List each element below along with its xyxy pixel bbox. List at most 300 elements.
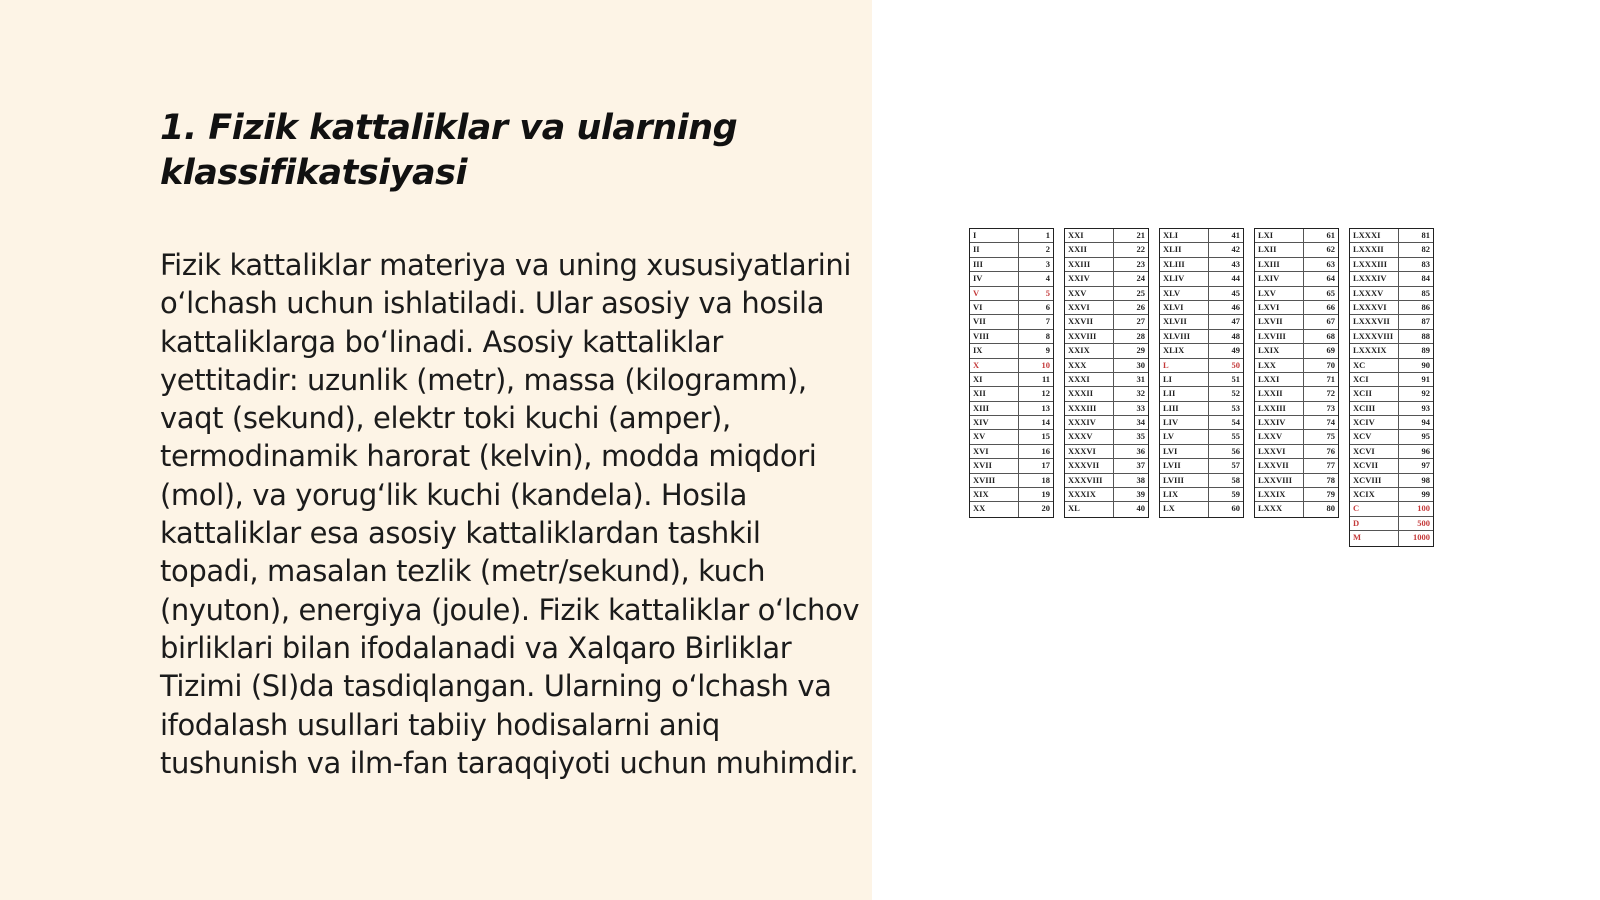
arabic-number-cell: 46 — [1231, 301, 1240, 312]
arabic-number-cell: 21 — [1136, 230, 1145, 240]
numeral-row — [970, 474, 1053, 488]
roman-numeral-cell: XXXVIII — [1065, 474, 1114, 487]
roman-numeral-cell: XXXII — [1065, 387, 1114, 400]
roman-numeral-cell: VI — [970, 301, 1019, 314]
arabic-number-cell: 97 — [1421, 460, 1430, 471]
roman-numeral-cell: XII — [970, 387, 1019, 400]
numeral-row — [1065, 402, 1148, 416]
arabic-number-cell: 19 — [1041, 489, 1050, 500]
arabic-number-cell: 33 — [1136, 402, 1145, 413]
roman-numeral-cell: XLVI — [1160, 301, 1209, 314]
roman-numeral-cell: V — [970, 287, 1019, 300]
numeral-row — [1065, 416, 1148, 430]
arabic-number-cell: 89 — [1421, 345, 1430, 356]
arabic-number-cell: 91 — [1421, 373, 1430, 384]
arabic-number-cell: 37 — [1136, 460, 1145, 471]
numeral-row — [1350, 272, 1433, 286]
numeral-row — [1160, 488, 1243, 502]
arabic-number-cell: 75 — [1326, 431, 1335, 442]
numeral-row — [1160, 459, 1243, 473]
numeral-row — [1160, 502, 1243, 516]
numeral-row — [1065, 459, 1148, 473]
roman-numeral-cell: XLIV — [1160, 272, 1209, 285]
arabic-number-cell: 63 — [1326, 258, 1335, 269]
numeral-row — [970, 301, 1053, 315]
numeral-row — [1065, 287, 1148, 301]
numeral-row — [1350, 488, 1433, 502]
numeral-row — [1065, 344, 1148, 358]
arabic-number-cell: 38 — [1136, 474, 1145, 485]
arabic-number-cell: 65 — [1326, 287, 1335, 298]
roman-numeral-cell: LXV — [1255, 287, 1304, 300]
roman-numeral-cell: XLI — [1160, 229, 1209, 242]
roman-numeral-cell: XCIV — [1350, 416, 1399, 429]
roman-numeral-cell: XV — [970, 430, 1019, 443]
numeral-row — [1255, 416, 1338, 430]
arabic-number-cell: 18 — [1041, 474, 1050, 485]
arabic-number-cell: 86 — [1421, 301, 1430, 312]
numeral-row — [1350, 474, 1433, 488]
roman-numeral-cell: LXXIV — [1255, 416, 1304, 429]
roman-numeral-cell: LXXVI — [1255, 445, 1304, 458]
roman-numeral-cell: XLV — [1160, 287, 1209, 300]
arabic-number-cell: 8 — [1045, 330, 1050, 341]
roman-numeral-cell: LXXVII — [1255, 459, 1304, 472]
arabic-number-cell: 84 — [1421, 273, 1430, 284]
roman-numeral-cell: LXIII — [1255, 258, 1304, 271]
roman-numeral-cell: XXIX — [1065, 344, 1114, 357]
arabic-number-cell: 22 — [1136, 244, 1145, 255]
numeral-row — [1065, 430, 1148, 444]
arabic-number-cell: 92 — [1421, 388, 1430, 399]
numeral-row — [1065, 258, 1148, 272]
arabic-number-cell: 100 — [1417, 503, 1430, 514]
roman-numeral-cell: XVI — [970, 445, 1019, 458]
roman-numeral-cell: LVI — [1160, 445, 1209, 458]
roman-numeral-cell: XXXI — [1065, 373, 1114, 386]
roman-numeral-cell: XXVII — [1065, 315, 1114, 328]
numeral-row — [1350, 315, 1433, 329]
roman-numeral-cell: XCV — [1350, 430, 1399, 443]
roman-numeral-cell: XXVIII — [1065, 330, 1114, 343]
roman-numeral-cell: XXXV — [1065, 430, 1114, 443]
roman-numeral-cell: LXXI — [1255, 373, 1304, 386]
roman-numeral-cell: XX — [970, 502, 1019, 516]
arabic-number-cell: 500 — [1417, 517, 1430, 528]
roman-numeral-cell: LV — [1160, 430, 1209, 443]
numeral-row — [970, 243, 1053, 257]
arabic-number-cell: 61 — [1326, 230, 1335, 240]
roman-numeral-cell: LXX — [1255, 359, 1304, 372]
numeral-row — [1255, 488, 1338, 502]
roman-numeral-cell: LXI — [1255, 229, 1304, 242]
arabic-number-cell: 96 — [1421, 445, 1430, 456]
numeral-row — [1350, 445, 1433, 459]
arabic-number-cell: 13 — [1041, 402, 1050, 413]
arabic-number-cell: 49 — [1231, 345, 1240, 356]
arabic-number-cell: 15 — [1041, 431, 1050, 442]
numeral-row — [1160, 416, 1243, 430]
arabic-number-cell: 52 — [1231, 388, 1240, 399]
roman-numeral-cell: LXXXIX — [1350, 344, 1399, 357]
roman-numeral-cell: LXXV — [1255, 430, 1304, 443]
numeral-row — [970, 359, 1053, 373]
numeral-column — [1349, 228, 1434, 547]
numeral-row — [1350, 416, 1433, 430]
arabic-number-cell: 99 — [1421, 489, 1430, 500]
arabic-number-cell: 26 — [1136, 301, 1145, 312]
numeral-row — [970, 287, 1053, 301]
arabic-number-cell: 47 — [1231, 316, 1240, 327]
roman-numeral-cell: VII — [970, 315, 1019, 328]
roman-numeral-cell: XC — [1350, 359, 1399, 372]
numeral-row — [970, 402, 1053, 416]
arabic-number-cell: 68 — [1326, 330, 1335, 341]
roman-numeral-cell: XXX — [1065, 359, 1114, 372]
roman-numeral-cell: LXXXV — [1350, 287, 1399, 300]
numeral-row — [970, 229, 1053, 243]
roman-numeral-cell: XXXVII — [1065, 459, 1114, 472]
numeral-row — [1255, 229, 1338, 243]
arabic-number-cell: 90 — [1421, 359, 1430, 370]
numeral-row — [1350, 330, 1433, 344]
roman-numeral-cell: XXXIV — [1065, 416, 1114, 429]
numeral-row — [1255, 474, 1338, 488]
numeral-column — [969, 228, 1054, 518]
roman-numeral-cell: LXXIII — [1255, 402, 1304, 415]
roman-numeral-cell: II — [970, 243, 1019, 256]
arabic-number-cell: 7 — [1045, 316, 1050, 327]
numeral-row — [1350, 287, 1433, 301]
arabic-number-cell: 44 — [1231, 273, 1240, 284]
roman-numeral-cell: LXXIX — [1255, 488, 1304, 501]
roman-numeral-cell: XXIII — [1065, 258, 1114, 271]
arabic-number-cell: 43 — [1231, 258, 1240, 269]
numeral-row — [1065, 488, 1148, 502]
arabic-number-cell: 57 — [1231, 460, 1240, 471]
roman-numeral-cell: LXXXI — [1350, 229, 1399, 242]
numeral-row — [1160, 229, 1243, 243]
arabic-number-cell: 79 — [1326, 489, 1335, 500]
numeral-row — [1255, 243, 1338, 257]
arabic-number-cell: 35 — [1136, 431, 1145, 442]
arabic-number-cell: 27 — [1136, 316, 1145, 327]
numeral-row — [1065, 359, 1148, 373]
arabic-number-cell: 23 — [1136, 258, 1145, 269]
arabic-number-cell: 40 — [1136, 503, 1145, 514]
numeral-row — [1065, 387, 1148, 401]
roman-numeral-cell: XXXIII — [1065, 402, 1114, 415]
numeral-row — [970, 373, 1053, 387]
arabic-number-cell: 42 — [1231, 244, 1240, 255]
arabic-number-cell: 4 — [1045, 273, 1050, 284]
numeral-row — [1255, 330, 1338, 344]
arabic-number-cell: 66 — [1326, 301, 1335, 312]
roman-numeral-cell: XIX — [970, 488, 1019, 501]
arabic-number-cell: 78 — [1326, 474, 1335, 485]
roman-numeral-cell: LXXII — [1255, 387, 1304, 400]
numeral-row — [1350, 344, 1433, 358]
roman-numeral-cell: III — [970, 258, 1019, 271]
numeral-row — [1160, 445, 1243, 459]
arabic-number-cell: 30 — [1136, 359, 1145, 370]
numeral-row — [1350, 531, 1433, 545]
roman-numeral-cell: LXII — [1255, 243, 1304, 256]
numeral-row — [1255, 344, 1338, 358]
roman-numeral-cell: C — [1350, 502, 1399, 515]
roman-numeral-cell: LIII — [1160, 402, 1209, 415]
roman-numeral-cell: LIX — [1160, 488, 1209, 501]
arabic-number-cell: 67 — [1326, 316, 1335, 327]
arabic-number-cell: 1000 — [1413, 532, 1430, 543]
numeral-row — [970, 488, 1053, 502]
arabic-number-cell: 69 — [1326, 345, 1335, 356]
numeral-row — [1065, 243, 1148, 257]
numeral-row — [1255, 272, 1338, 286]
arabic-number-cell: 34 — [1136, 417, 1145, 428]
roman-numeral-cell: XCII — [1350, 387, 1399, 400]
arabic-number-cell: 55 — [1231, 431, 1240, 442]
roman-numeral-cell: XLIX — [1160, 344, 1209, 357]
arabic-number-cell: 88 — [1421, 330, 1430, 341]
arabic-number-cell: 83 — [1421, 258, 1430, 269]
numeral-row — [1350, 517, 1433, 531]
roman-numeral-cell: XLVIII — [1160, 330, 1209, 343]
roman-numeral-cell: IV — [970, 272, 1019, 285]
numeral-row — [1350, 229, 1433, 243]
roman-numeral-cell: XLII — [1160, 243, 1209, 256]
numeral-row — [1160, 287, 1243, 301]
arabic-number-cell: 14 — [1041, 417, 1050, 428]
roman-numeral-cell: LVIII — [1160, 474, 1209, 487]
roman-numeral-cell: M — [1350, 531, 1399, 545]
numeral-row — [1350, 243, 1433, 257]
numeral-row — [1160, 359, 1243, 373]
roman-numeral-cell: XCVIII — [1350, 474, 1399, 487]
roman-numeral-cell: VIII — [970, 330, 1019, 343]
roman-numeral-cell: LIV — [1160, 416, 1209, 429]
arabic-number-cell: 39 — [1136, 489, 1145, 500]
arabic-number-cell: 6 — [1045, 301, 1050, 312]
arabic-number-cell: 56 — [1231, 445, 1240, 456]
numeral-row — [1255, 258, 1338, 272]
numeral-row — [1160, 301, 1243, 315]
arabic-number-cell: 76 — [1326, 445, 1335, 456]
numeral-row — [970, 330, 1053, 344]
numeral-row — [1160, 387, 1243, 401]
numeral-row — [970, 445, 1053, 459]
roman-numeral-cell: L — [1160, 359, 1209, 372]
arabic-number-cell: 59 — [1231, 489, 1240, 500]
roman-numeral-cell: LXXXIII — [1350, 258, 1399, 271]
numeral-row — [1350, 459, 1433, 473]
numeral-row — [1350, 502, 1433, 516]
numeral-row — [1255, 502, 1338, 516]
numeral-row — [1255, 373, 1338, 387]
numeral-row — [1255, 459, 1338, 473]
numeral-row — [1255, 430, 1338, 444]
arabic-number-cell: 53 — [1231, 402, 1240, 413]
numeral-row — [970, 315, 1053, 329]
arabic-number-cell: 58 — [1231, 474, 1240, 485]
roman-numeral-cell: XLIII — [1160, 258, 1209, 271]
arabic-number-cell: 36 — [1136, 445, 1145, 456]
numeral-column — [1254, 228, 1339, 518]
roman-numeral-cell: XLVII — [1160, 315, 1209, 328]
numeral-row — [1065, 229, 1148, 243]
numeral-row — [1065, 330, 1148, 344]
numeral-row — [1350, 301, 1433, 315]
roman-numeral-cell: XCVII — [1350, 459, 1399, 472]
slide-title: 1. Fizik kattaliklar va ularning klassifikatsiyasi — [160, 108, 738, 193]
roman-numeral-cell: XCIII — [1350, 402, 1399, 415]
numeral-row — [1160, 258, 1243, 272]
roman-numeral-cell: LII — [1160, 387, 1209, 400]
arabic-number-cell: 29 — [1136, 345, 1145, 356]
arabic-number-cell: 87 — [1421, 316, 1430, 327]
numeral-row — [970, 430, 1053, 444]
roman-numeral-cell: LXIV — [1255, 272, 1304, 285]
numeral-row — [1065, 373, 1148, 387]
numeral-row — [1350, 373, 1433, 387]
roman-numeral-cell: XI — [970, 373, 1019, 386]
arabic-number-cell: 82 — [1421, 244, 1430, 255]
roman-numeral-cell: XCIX — [1350, 488, 1399, 501]
arabic-number-cell: 32 — [1136, 388, 1145, 399]
roman-numeral-cell: LXVI — [1255, 301, 1304, 314]
numeral-row — [1350, 359, 1433, 373]
arabic-number-cell: 64 — [1326, 273, 1335, 284]
arabic-number-cell: 73 — [1326, 402, 1335, 413]
arabic-number-cell: 54 — [1231, 417, 1240, 428]
numeral-row — [1350, 387, 1433, 401]
arabic-number-cell: 17 — [1041, 460, 1050, 471]
numeral-row — [1255, 445, 1338, 459]
numeral-row — [970, 387, 1053, 401]
roman-numeral-cell: LI — [1160, 373, 1209, 386]
arabic-number-cell: 77 — [1326, 460, 1335, 471]
numeral-row — [1160, 474, 1243, 488]
roman-numeral-cell: LXVII — [1255, 315, 1304, 328]
numeral-row — [970, 272, 1053, 286]
roman-numeral-cell: XXIV — [1065, 272, 1114, 285]
arabic-number-cell: 25 — [1136, 287, 1145, 298]
arabic-number-cell: 3 — [1045, 258, 1050, 269]
numeral-row — [1350, 430, 1433, 444]
numeral-row — [1065, 445, 1148, 459]
numeral-row — [1160, 272, 1243, 286]
arabic-number-cell: 60 — [1231, 503, 1240, 514]
arabic-number-cell: 62 — [1326, 244, 1335, 255]
arabic-number-cell: 28 — [1136, 330, 1145, 341]
roman-numeral-cell: XXV — [1065, 287, 1114, 300]
numeral-row — [1065, 474, 1148, 488]
roman-numeral-cell: XXXVI — [1065, 445, 1114, 458]
roman-numeral-cell: XIII — [970, 402, 1019, 415]
roman-numeral-cell: LXXXVII — [1350, 315, 1399, 328]
roman-numeral-cell: XCI — [1350, 373, 1399, 386]
arabic-number-cell: 94 — [1421, 417, 1430, 428]
arabic-number-cell: 5 — [1045, 287, 1050, 298]
arabic-number-cell: 1 — [1045, 230, 1050, 240]
roman-numeral-cell: LXXXVI — [1350, 301, 1399, 314]
arabic-number-cell: 31 — [1136, 373, 1145, 384]
arabic-number-cell: 20 — [1041, 503, 1050, 514]
numeral-column — [1159, 228, 1244, 518]
numeral-row — [1160, 373, 1243, 387]
roman-numeral-cell: XXVI — [1065, 301, 1114, 314]
roman-numeral-cell: LXXXII — [1350, 243, 1399, 256]
roman-numeral-cell: D — [1350, 517, 1399, 530]
numeral-row — [1350, 258, 1433, 272]
roman-numeral-cell: XCVI — [1350, 445, 1399, 458]
roman-numeral-cell: IX — [970, 344, 1019, 357]
arabic-number-cell: 11 — [1041, 373, 1050, 384]
numeral-row — [970, 459, 1053, 473]
numeral-row — [1255, 287, 1338, 301]
numeral-row — [970, 416, 1053, 430]
slide-body-text: Fizik kattaliklar materiya va uning xususiyatlarini o‘lchash uchun ishlatiladi. Ular asosiy va hosila kattaliklarga bo‘linadi. Asosiy kattaliklar yettitadir: uzunlik (metr), massa (kilogramm), vaqt (sekund), elektr toki kuchi (amper), termodinamik harorat (kelvin), modda miqdori (mol), va yorug‘lik kuchi (kandela). Hosila kattaliklar esa asosiy kattaliklardan tashkil topadi, masalan tezlik (metr/sekund), kuch (nyuton), energiya (joule). Fizik kattaliklar o‘lchov birliklari bilan ifodalanadi va Xalqaro Birliklar Tizimi (SI)da tasdiqlangan. Ularning o‘lchash va ifodalash usullari tabiiy hodisalarni aniq tushunish va ilm-fan taraqqiyoti uchun muhimdir. — [160, 248, 860, 780]
arabic-number-cell: 2 — [1045, 244, 1050, 255]
numeral-row — [970, 258, 1053, 272]
arabic-number-cell: 72 — [1326, 388, 1335, 399]
numeral-row — [1350, 402, 1433, 416]
numeral-row — [1255, 315, 1338, 329]
roman-numeral-cell: XVIII — [970, 474, 1019, 487]
roman-numeral-cell: XXII — [1065, 243, 1114, 256]
arabic-number-cell: 16 — [1041, 445, 1050, 456]
numeral-row — [1160, 402, 1243, 416]
numeral-row — [1255, 387, 1338, 401]
numeral-row — [1255, 301, 1338, 315]
arabic-number-cell: 48 — [1231, 330, 1240, 341]
arabic-number-cell: 80 — [1326, 503, 1335, 514]
roman-numeral-cell: XIV — [970, 416, 1019, 429]
numeral-column — [1064, 228, 1149, 518]
numeral-row — [970, 344, 1053, 358]
roman-numeral-cell: LXIX — [1255, 344, 1304, 357]
numeral-row — [1255, 359, 1338, 373]
numeral-row — [1065, 301, 1148, 315]
arabic-number-cell: 12 — [1041, 388, 1050, 399]
numeral-row — [1160, 330, 1243, 344]
numeral-row — [1160, 430, 1243, 444]
arabic-number-cell: 74 — [1326, 417, 1335, 428]
numeral-row — [1160, 344, 1243, 358]
numeral-row — [970, 502, 1053, 516]
roman-numeral-cell: LVII — [1160, 459, 1209, 472]
numeral-row — [1160, 243, 1243, 257]
arabic-number-cell: 50 — [1231, 359, 1240, 370]
numeral-row — [1065, 502, 1148, 516]
numeral-row — [1160, 315, 1243, 329]
arabic-number-cell: 95 — [1421, 431, 1430, 442]
roman-numeral-cell: LXXX — [1255, 502, 1304, 516]
roman-numeral-cell: X — [970, 359, 1019, 372]
arabic-number-cell: 71 — [1326, 373, 1335, 384]
arabic-number-cell: 85 — [1421, 287, 1430, 298]
arabic-number-cell: 24 — [1136, 273, 1145, 284]
roman-numeral-cell: LX — [1160, 502, 1209, 516]
roman-numeral-cell: LXXXVIII — [1350, 330, 1399, 343]
numeral-row — [1255, 402, 1338, 416]
roman-numeral-cell: XVII — [970, 459, 1019, 472]
roman-numeral-cell: XXXIX — [1065, 488, 1114, 501]
arabic-number-cell: 98 — [1421, 474, 1430, 485]
roman-numeral-cell: LXVIII — [1255, 330, 1304, 343]
arabic-number-cell: 81 — [1421, 230, 1430, 240]
roman-numeral-cell: I — [970, 229, 1019, 242]
